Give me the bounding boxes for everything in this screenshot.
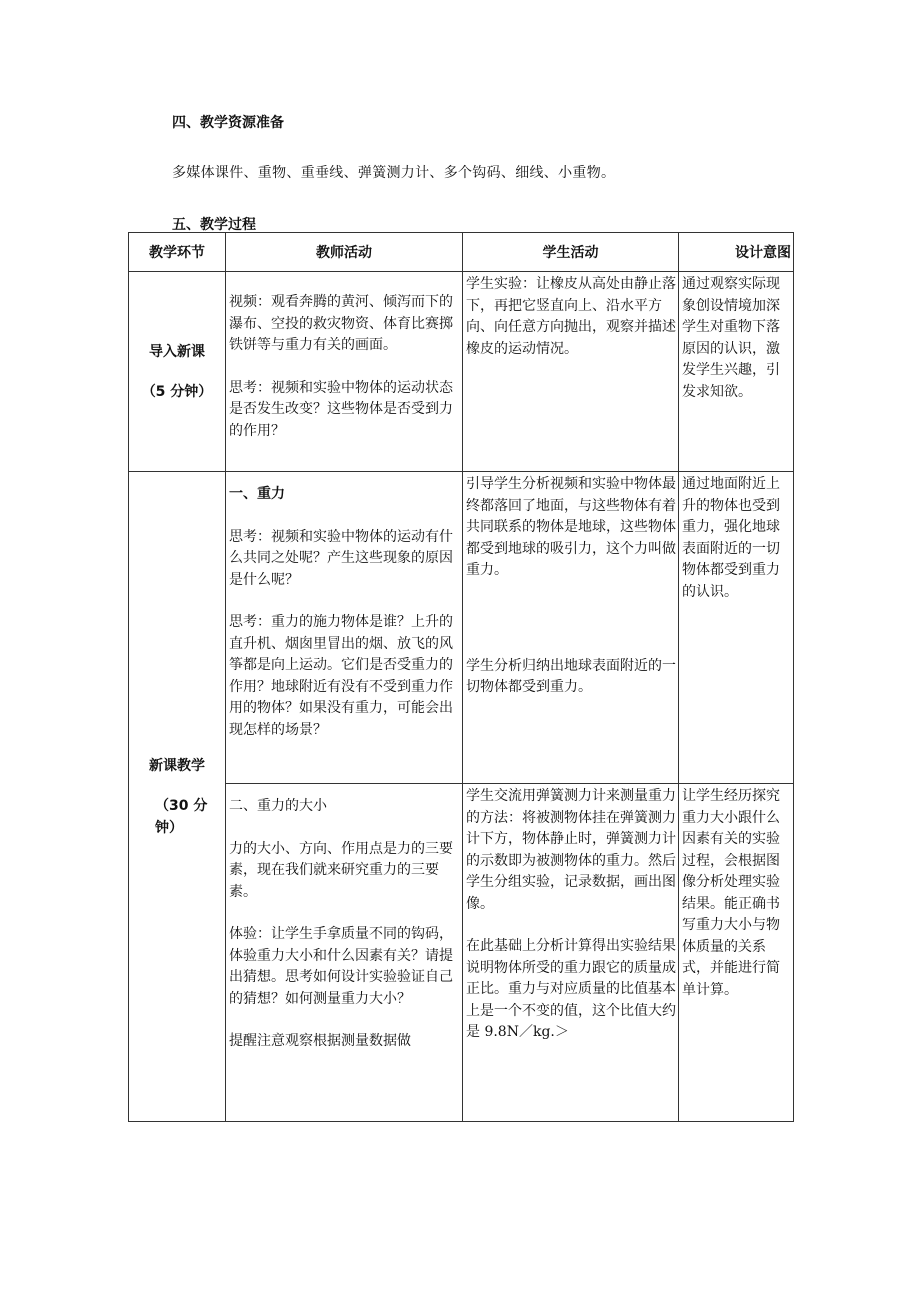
section-heading-resources: 四、教学资源准备 bbox=[172, 115, 284, 131]
teacher-paragraph: 思考：视频和实验中物体的运动状态是否发生改变？这些物体是否受到力的作用？ bbox=[229, 379, 453, 439]
table-header-row bbox=[129, 233, 794, 272]
table-row bbox=[129, 784, 794, 1122]
design-intent-cell bbox=[679, 784, 794, 1122]
student-paragraph: 引导学生分析视频和实验中物体最终都落回了地面，与这些物体有着共同联系的物体是地球，这些物体都受到地球的吸引力，这个力叫做重力。 bbox=[466, 476, 676, 578]
header-intent: 设计意图 bbox=[679, 233, 794, 272]
section-heading-process: 五、教学过程 bbox=[172, 217, 256, 233]
teacher-subheading: 一、重力 bbox=[229, 486, 285, 502]
teacher-subheading: 二、重力的大小 bbox=[229, 798, 327, 814]
student-paragraph: 学生实验：让橡皮从高处由静止落下，再把它竖直向上、沿水平方向、向任意方向抛出，观察并描述橡皮的运动情况。 bbox=[466, 276, 676, 357]
stage-cell bbox=[129, 272, 226, 472]
student-paragraph: 学生分析归纳出地球表面附近的一切物体都受到重力。 bbox=[466, 657, 676, 695]
intent-paragraph: 通过观察实际现象创设情境加深学生对重物下落原因的认识，激发学生兴趣，引发求知欲。 bbox=[682, 276, 780, 400]
table-row bbox=[129, 272, 794, 472]
design-intent-cell bbox=[679, 272, 794, 472]
teacher-paragraph: 视频：观看奔腾的黄河、倾泻而下的瀑布、空投的救灾物资、体育比赛掷铁饼等与重力有关的画面。 bbox=[229, 294, 453, 353]
design-intent-cell bbox=[679, 472, 794, 784]
teacher-paragraph: 思考：重力的施力物体是谁？上升的直升机、烟囱里冒出的烟、放飞的风筝都是向上运动。它们是否受重力的作用？地球附近有没有不受到重力作用的物体？如果没有重力，可能会出现怎样的场景？ bbox=[229, 614, 453, 738]
header-teacher: 教师活动 bbox=[226, 233, 463, 272]
resources-text: 多媒体课件、重物、重垂线、弹簧测力计、多个钩码、细线、小重物。 bbox=[172, 165, 616, 181]
teacher-activity-cell bbox=[226, 272, 463, 472]
teacher-paragraph: 体验：让学生手拿质量不同的钩码，体验重力大小和什么因素有关？请提出猜想。思考如何设计实验验证自己的猜想？如何测量重力大小？ bbox=[229, 926, 453, 1007]
teacher-paragraph: 力的大小、方向、作用点是力的三要素，现在我们就来研究重力的三要素。 bbox=[229, 840, 453, 900]
stage-cell bbox=[129, 472, 226, 1122]
header-stage: 教学环节 bbox=[129, 233, 226, 272]
stage-name: 导入新课 bbox=[149, 343, 205, 360]
teacher-paragraph: 提醒注意观察根据测量数据做 bbox=[229, 1033, 411, 1049]
student-activity-cell bbox=[463, 272, 679, 472]
header-student: 学生活动 bbox=[463, 233, 679, 272]
table-row bbox=[129, 472, 794, 784]
student-activity-cell bbox=[463, 784, 679, 1122]
stage-name: 新课教学 bbox=[149, 757, 205, 774]
intent-paragraph: 通过地面附近上升的物体也受到重力，强化地球表面附近的一切物体都受到重力的认识。 bbox=[682, 476, 780, 600]
stage-duration: （30 分钟） bbox=[155, 797, 208, 836]
student-paragraph: 学生交流用弹簧测力计来测量重力的方法：将被测物体挂在弹簧测力计下方，物体静止时，弹簧测力计的示数即为被测物体的重力。然后学生分组实验，记录数据，画出图像。 bbox=[466, 788, 676, 912]
teacher-paragraph: 思考：视频和实验中物体的运动有什么共同之处呢？产生这些现象的原因是什么呢？ bbox=[229, 528, 453, 588]
stage-duration: （5 分钟） bbox=[141, 383, 213, 400]
teacher-activity-cell bbox=[226, 784, 463, 1122]
teaching-process-table bbox=[128, 232, 794, 1122]
student-activity-cell bbox=[463, 472, 679, 784]
teacher-activity-cell bbox=[226, 472, 463, 784]
student-paragraph: 在此基础上分析计算得出实验结果说明物体所受的重力跟它的质量成正比。重力与对应质量的比值基本上是一个不变的值，这个比值大约是 9.8N／kg.＞ bbox=[466, 938, 676, 1040]
intent-paragraph: 让学生经历探究重力大小跟什么因素有关的实验过程，会根据图像分析处理实验结果。能正确书写重力大小与物体质量的关系式，并能进行简单计算。 bbox=[682, 788, 780, 998]
